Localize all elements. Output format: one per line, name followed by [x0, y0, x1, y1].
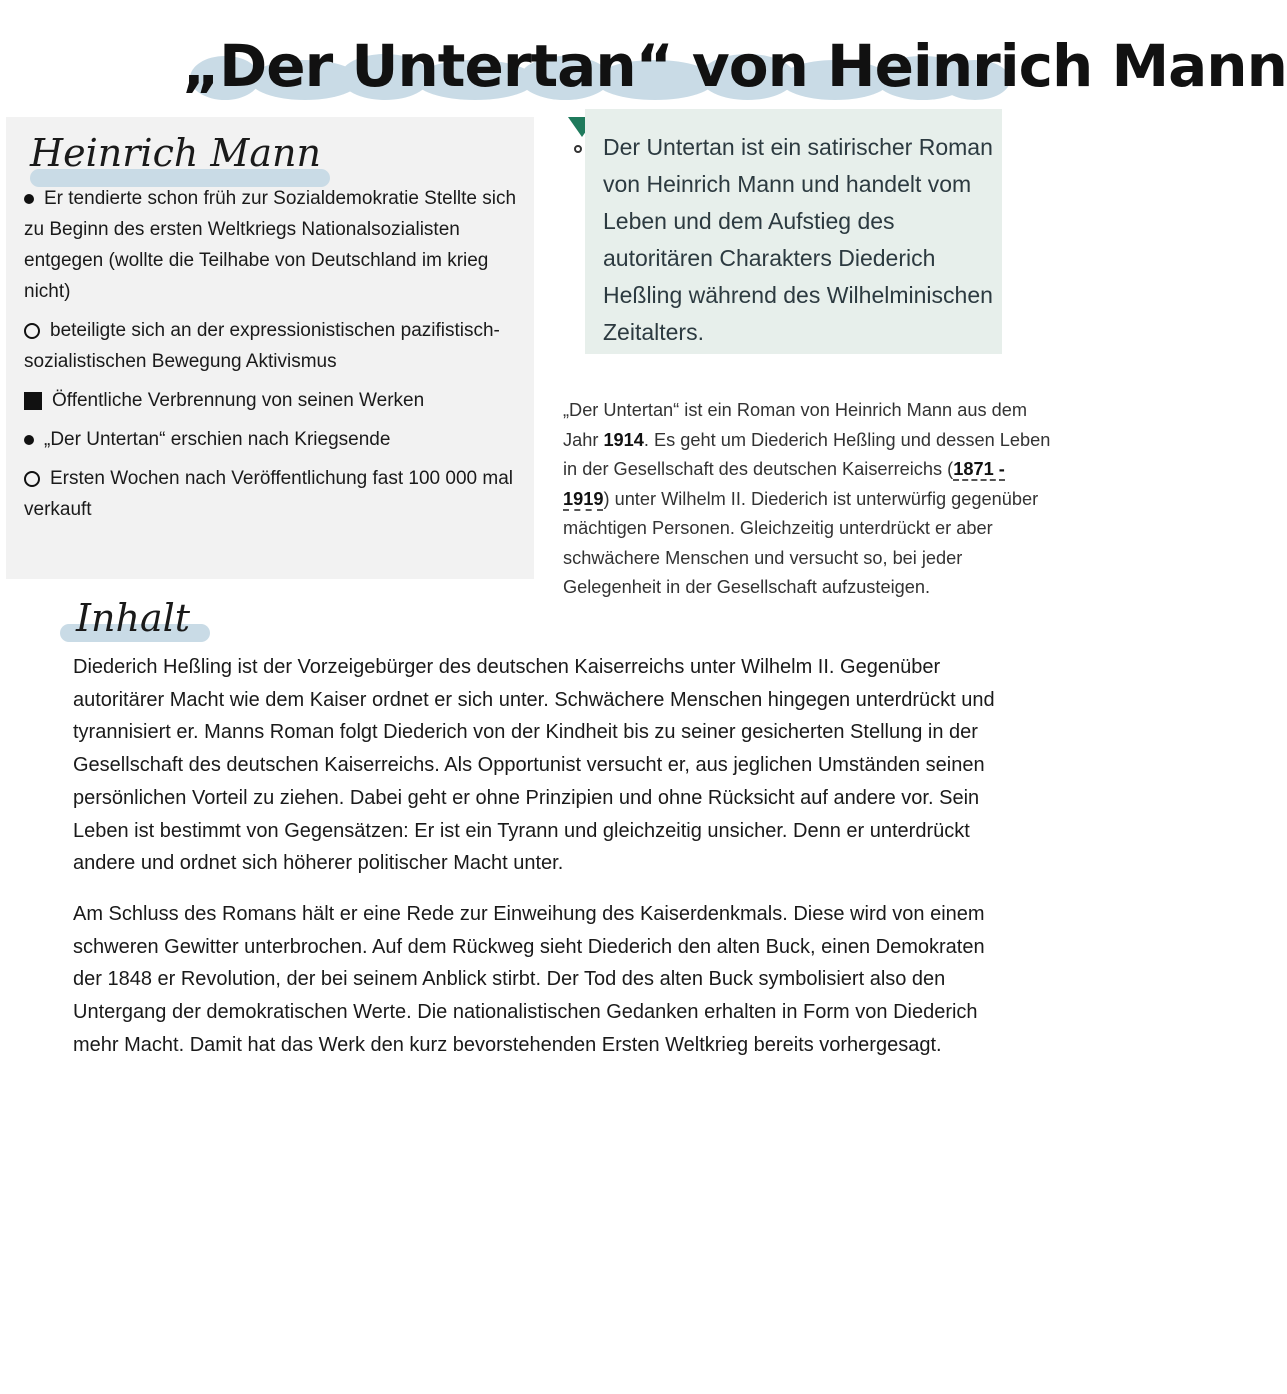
intro-text-part: . Es geht um Diederich Heßling und dessen Leben in der Gesellschaft des deutschen Kaiserreichs ( [563, 429, 1051, 479]
dot-bullet-icon [24, 435, 34, 445]
inhalt-paragraph-2: Am Schluss des Romans hält er eine Rede zur Einweihung des Kaiserdenkmals. Diese wird von einem schweren Gewitter unterbrochen. Auf dem Rückweg sieht Diederich den alten Buck, einen Demokraten der 1848 er Revolution, der bei seinem Anblick stirbt. Der Tod des alten Buck symbolisiert also den Untergang der demokratischen Werte. Die nationalistischen Gedanken erhalten in Form von Diederich mehr Macht. Damit hat das Werk den kurz bevorstehenden Ersten Weltkrieg bereits vorhergesagt. [73, 903, 985, 1056]
circle-bullet-icon [24, 323, 40, 339]
biography-list [24, 183, 529, 533]
publication-year: 1914 [603, 429, 644, 450]
intro-text-part: ) unter Wilhelm II. Diederich ist unterwürfig gegenüber mächtigen Personen. Gleichzeitig unterdrückt er aber schwächere Menschen und versucht so, bei jeder Gelegenheit in der Gesellschaft aufzusteigen. [563, 488, 1039, 597]
page-title: „Der Untertan“ von Heinrich Mann [182, 32, 1287, 100]
inhalt-heading: Inhalt [76, 596, 191, 640]
list-item [24, 385, 529, 416]
biography-heading: Heinrich Mann [30, 131, 321, 175]
list-item [24, 315, 529, 377]
biography-box [6, 117, 534, 579]
list-item-text: „Der Untertan“ erschien nach Kriegsende [44, 429, 391, 450]
inhalt-paragraph-1: Diederich Heßling ist der Vorzeigebürger des deutschen Kaiserreichs unter Wilhelm II. Gegenüber autoritärer Macht wie dem Kaiser ordnet er sich unter. Schwächere Menschen hingegen unterdrückt und tyrannisiert er. Manns Roman folgt Diederich von der Kindheit bis zu seiner gesicherten Stellung in der Gesellschaft des deutschen Kaiserreichs. Als Opportunist versucht er, aus jeglichen Umständen seinen persönlichen Vorteil zu ziehen. Dabei geht er ohne Prinzipien und ohne Rücksicht auf andere vor. Sein Leben ist bestimmt von Gegensätzen: Er ist ein Tyrann und gleichzeitig unsicher. Denn er unterdrückt andere und ordnet sich höherer politischer Macht unter. [73, 656, 995, 875]
list-item [24, 463, 529, 525]
list-item-text: beteiligte sich an der expressionistischen pazifistisch-sozialistischen Bewegung Aktivismus [24, 320, 500, 372]
circle-bullet-icon [24, 471, 40, 487]
list-item-text: Öffentliche Verbrennung von seinen Werken [52, 390, 425, 411]
intro-text-part: „Der Untertan“ ist ein Roman von Heinrich Mann aus dem Jahr [563, 400, 1027, 450]
list-item [24, 424, 529, 455]
intro-paragraph [563, 396, 1053, 603]
small-circle-icon [574, 145, 582, 153]
title-area [170, 18, 1287, 108]
biography-heading-wrap [30, 131, 321, 175]
list-item [24, 183, 529, 307]
dot-bullet-icon [24, 194, 34, 204]
square-bullet-icon [24, 392, 42, 410]
list-item-text: Er tendierte schon früh zur Sozialdemokratie Stellte sich zu Beginn des ersten Weltkriegs Nationalsozialisten entgegen (wollte die Teilhabe von Deutschland im krieg nicht) [24, 188, 517, 302]
list-item-text: Ersten Wochen nach Veröffentlichung fast 100 000 mal verkauft [24, 468, 513, 520]
summary-text: Der Untertan ist ein satirischer Roman von Heinrich Mann und handelt vom Leben und dem Aufstieg des autoritären Charakters Diederich Heßling während des Wilhelminischen Zeitalters. [603, 134, 993, 345]
summary-box [585, 109, 1002, 354]
inhalt-heading-wrap [60, 596, 190, 640]
empire-period: 1871 - 1919 [563, 459, 1005, 509]
